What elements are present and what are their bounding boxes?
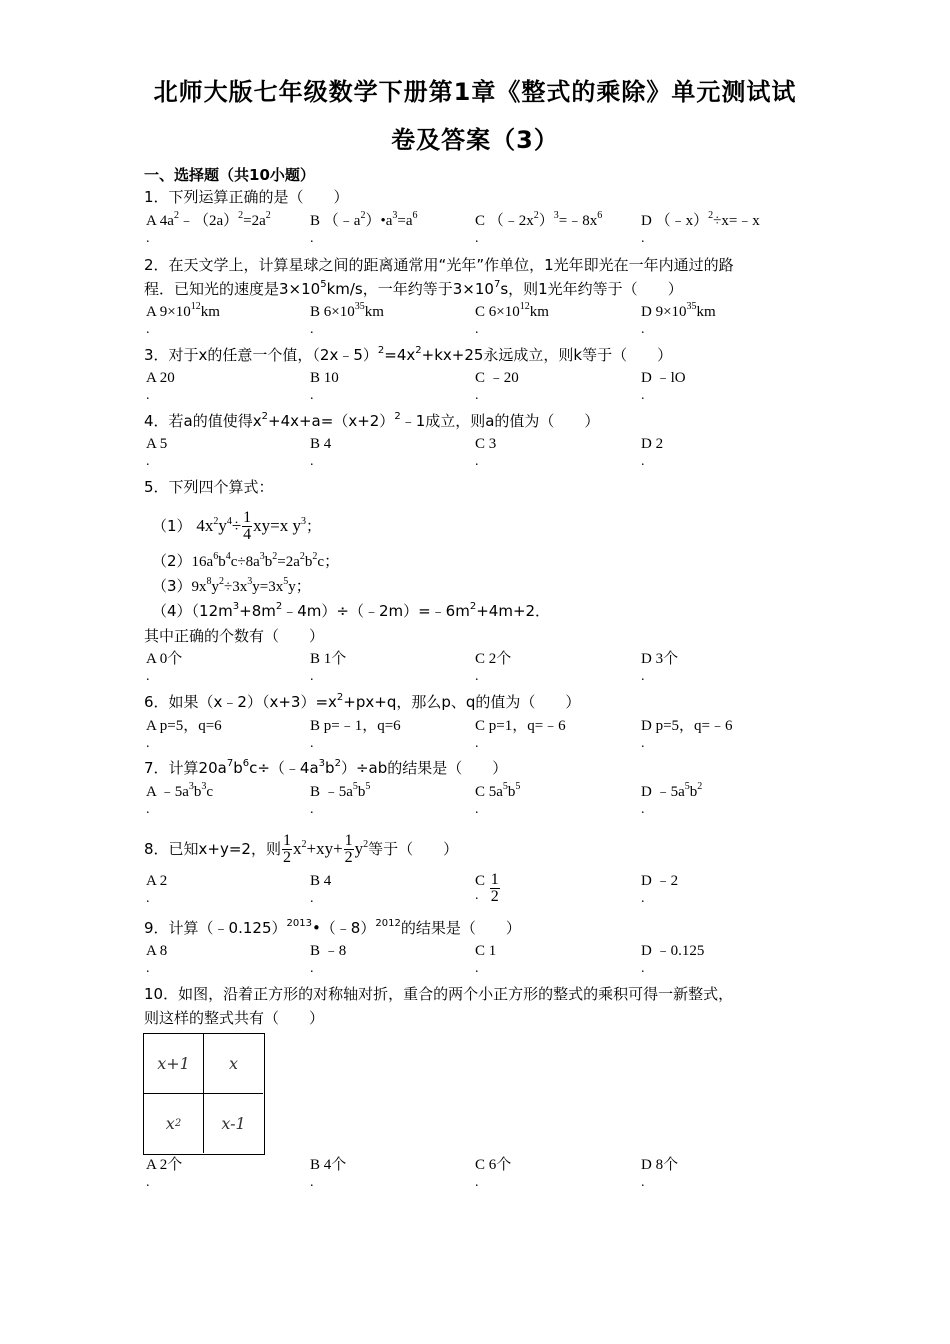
q5-option-d: D 3个 . [641, 651, 679, 684]
q4-option-c: C 3 . [475, 436, 497, 469]
q7-option-c: C $5a^5b^5$ . [475, 781, 521, 817]
q1-option-c: C $(﹣2x^2)^3=﹣8x^6$ . [475, 210, 603, 246]
q9-option-c: C 1 . [475, 943, 497, 976]
question-7-stem: 7．计算$20a^7b^6c\div(﹣4a^3b^2)\div ab$的结果是（ ） [144, 758, 508, 777]
q5-option-c: C 2个 . [475, 651, 512, 684]
q3-option-b: B 10 . [310, 370, 339, 403]
grid-cell-bottom-right: x-1 [221, 1114, 246, 1133]
q6-option-b: B p=﹣1，q=6 . [310, 718, 401, 751]
q2-option-a: A $9\times 10^{12}km$ . [146, 301, 220, 337]
question-4-stem: 4．若a的值使得$x^2+4x+a=(x+2)^2﹣1$成立，则a的值为（ ） [144, 411, 600, 430]
q5-item-1: （1） $4x^2y^4\div$ $\frac{1}{4}$ xy=x $y^3$； [152, 509, 322, 543]
question-10-line1: 10．如图，沿着正方形的对称轴对折，重合的两个小正方形的整式的乘积可得一新整式， [144, 985, 734, 1003]
q5-item-2: $(2)16a^6b^4c\div 8a^3b^2=2a^2b^2c$； [152, 551, 340, 570]
page-title-line1: 北师大版七年级数学下册第1章《整式的乘除》单元测试试 [153, 78, 797, 106]
question-1-stem: 1．下列运算正确的是（ ） [144, 188, 349, 206]
square-grid-figure [143, 1033, 265, 1155]
question-5-stem: 5．下列四个算式： [144, 478, 274, 496]
q3-option-c: C ﹣20 . [475, 370, 519, 403]
grid-cell-bottom-left: x 2 [144, 1094, 204, 1153]
q8-option-d: D ﹣2 . [641, 873, 679, 906]
q7-option-a: A $﹣5a^3b^3c$ . [146, 781, 214, 817]
grid-cell-top-right: x [204, 1034, 263, 1094]
page-title-line2: 卷及答案（3） [391, 126, 559, 154]
q4-option-d: D 2 . [641, 436, 664, 469]
question-6-stem: 6．如果$(x﹣2)(x+3)=x^2+px+q$，那么p、q的值为（ ） [144, 692, 581, 711]
q10-option-b: B 4个 . [310, 1157, 347, 1190]
q8-option-c: C $\frac{1}{2}$ . [475, 871, 499, 905]
question-8-stem: 8．已知x+y=2，则 $\frac{1}{2}$ $x^2+xy+$ $\frac{1}{2}$ $y^2$等于（ ） [144, 832, 459, 866]
q2-option-d: D $9\times 10^{35}km$ . [641, 301, 716, 337]
q3-option-d: D ﹣lO . [641, 370, 686, 403]
q9-option-b: B ﹣8 . [310, 943, 347, 976]
q5-option-b: B 1个 . [310, 651, 347, 684]
q2-option-b: B $6\times 10^{35}km$ . [310, 301, 384, 337]
q6-option-a: A p=5，q=6 . [146, 718, 222, 751]
question-10-line2: 则这样的整式共有（ ） [144, 1009, 325, 1027]
q9-option-d: D ﹣0.125 . [641, 943, 705, 976]
question-3-stem: 3．对于x的任意一个值，$(2x﹣5)^2=4x^2+kx+25$永远成立，则k等于（ ） [144, 345, 673, 364]
q7-option-d: D $﹣5a^5b^2$ . [641, 781, 703, 817]
question-5-tail: 其中正确的个数有（ ） [144, 627, 325, 645]
q8-option-b: B 4 . [310, 873, 332, 906]
grid-cell-top-left: x+1 [144, 1034, 204, 1094]
q9-option-a: A 8 . [146, 943, 168, 976]
q10-option-d: D 8个 . [641, 1157, 679, 1190]
q4-option-a: A 5 . [146, 436, 168, 469]
section-heading: 一、选择题（共10小题） [144, 166, 315, 184]
q5-item-4: $(4)(12m^3+8m^2﹣4m)\div(﹣2m)=﹣6m^2+4m+2$． [152, 601, 551, 620]
q1-option-a: A $4a^2﹣(2a)^2=2a^2$ . [146, 210, 271, 246]
q10-option-a: A 2个 . [146, 1157, 183, 1190]
q1-option-b: B $(﹣a^2)•a^3=a^6$ . [310, 210, 418, 246]
q4-option-b: B 4 . [310, 436, 332, 469]
q1-option-d: D （﹣x）$^2$÷x=﹣x . [641, 210, 760, 246]
q6-option-d: D p=5，q=﹣6 . [641, 718, 733, 751]
q7-option-b: B $﹣5a^5b^5$ . [310, 781, 371, 817]
q8-option-a: A 2 . [146, 873, 168, 906]
q3-option-a: A 20 . [146, 370, 175, 403]
question-2-line2: 程．已知光的速度是$3\times 10^5km/s$，一年约等于$3\times 10^7s$，则1光年约等于（ ） [144, 279, 683, 298]
q5-item-3: $(3)9x^8y^2\div 3x^3y=3x^5y$； [152, 576, 311, 595]
question-2-line1: 2．在天文学上，计算星球之间的距离通常用“光年”作单位，1光年即光在一年内通过的路 [144, 256, 734, 274]
q5-option-a: A 0个 . [146, 651, 183, 684]
question-9-stem: 9．计算（﹣0.125）$^{2013}$•（﹣8）$^{2012}$的结果是（ ） [144, 918, 521, 937]
q2-option-c: C $6\times 10^{12}km$ . [475, 301, 549, 337]
q6-option-c: C p=1，q=﹣6 . [475, 718, 566, 751]
q10-option-c: C 6个 . [475, 1157, 512, 1190]
